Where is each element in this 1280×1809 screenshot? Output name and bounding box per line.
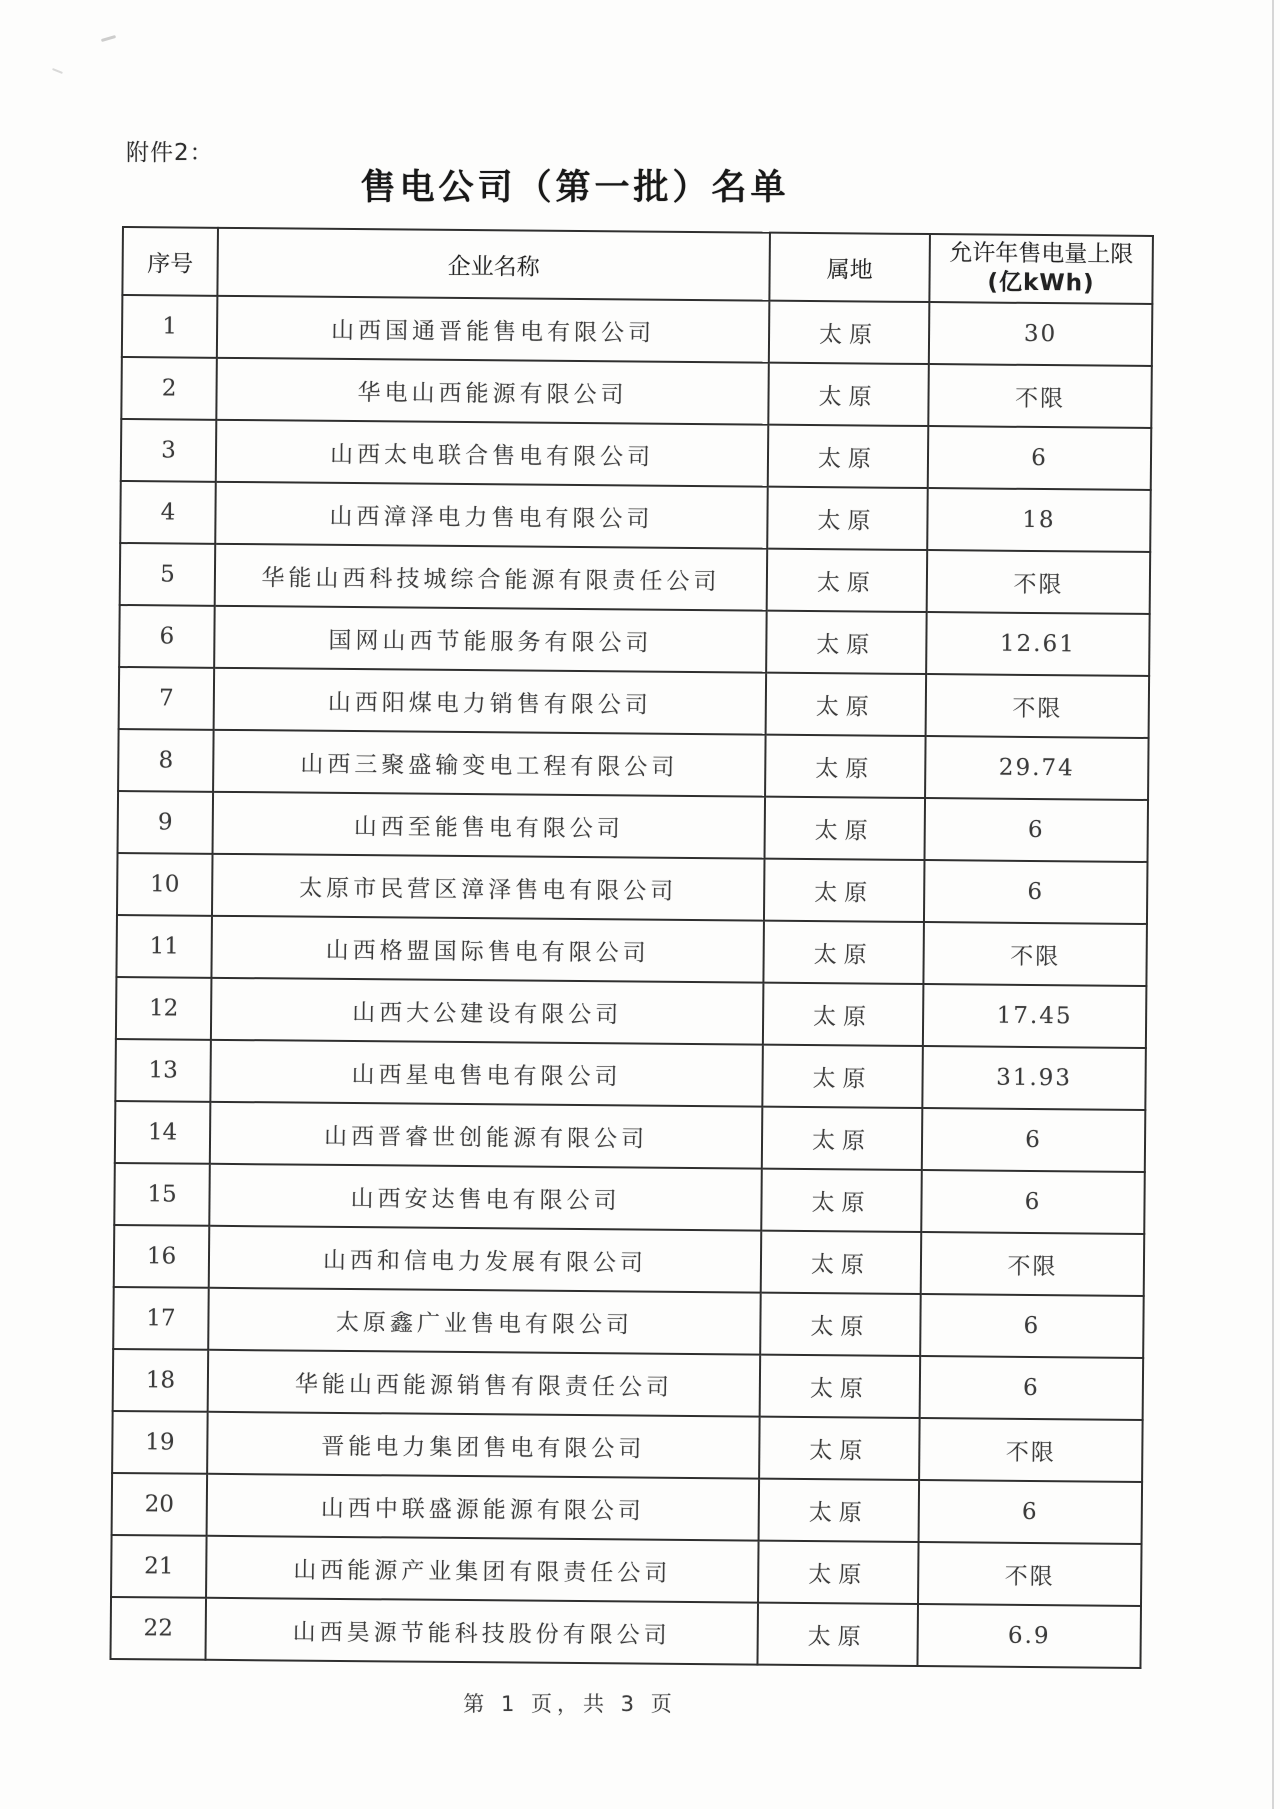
cell-annual-limit: 6: [924, 798, 1148, 862]
cell-serial: 10: [117, 853, 213, 916]
header-annual-limit-unit: (亿kWh): [987, 269, 1095, 297]
cell-serial: 17: [113, 1287, 209, 1350]
cell-annual-limit: 6: [928, 426, 1152, 490]
cell-company-name: 山西三聚盛输变电工程有限公司: [213, 730, 766, 797]
cell-company-name: 山西阳煤电力销售有限公司: [214, 668, 767, 735]
table-row: [115, 1039, 1146, 1110]
cell-location: 太原: [765, 797, 926, 860]
cell-annual-limit: 29.74: [925, 736, 1149, 800]
cell-annual-limit: 18: [927, 488, 1151, 552]
cell-location: 太原: [757, 1603, 918, 1666]
cell-location: 太原: [760, 1355, 921, 1418]
cell-company-name: 山西安达售电有限公司: [209, 1164, 762, 1231]
cell-company-name: 山西国通晋能售电有限公司: [217, 296, 770, 363]
cell-serial: 9: [118, 791, 214, 854]
cell-company-name: 山西中联盛源能源有限公司: [207, 1474, 760, 1541]
cell-location: 太原: [769, 301, 930, 364]
table-row: [114, 1163, 1145, 1234]
scan-artifact-mark: [101, 35, 116, 42]
header-annual-limit-text: 允许年售电量上限: [949, 240, 1134, 269]
scan-edge-line: [1272, 0, 1274, 1809]
cell-serial: 13: [115, 1039, 211, 1102]
cell-company-name: 太原市民营区漳泽售电有限公司: [212, 854, 765, 921]
cell-annual-limit: 不限: [919, 1418, 1143, 1482]
cell-location: 太原: [764, 859, 925, 922]
table-row: [117, 853, 1148, 924]
cell-serial: 8: [118, 729, 214, 792]
cell-company-name: 山西能源产业集团有限责任公司: [206, 1536, 759, 1603]
table-row: [112, 1473, 1143, 1544]
cell-annual-limit: 不限: [923, 922, 1147, 986]
cell-location: 太原: [758, 1541, 919, 1604]
header-company-name: 企业名称: [217, 228, 770, 301]
table-row: [121, 419, 1152, 490]
cell-location: 太原: [761, 1169, 922, 1232]
cell-location: 太原: [763, 921, 924, 984]
cell-serial: 7: [119, 667, 215, 730]
cell-serial: 1: [122, 295, 218, 358]
cell-serial: 6: [119, 605, 215, 668]
cell-annual-limit: 31.93: [922, 1046, 1146, 1110]
table-row: [111, 1535, 1142, 1606]
page-footer: 第 1 页，共 3 页: [463, 1692, 677, 1716]
cell-location: 太原: [768, 363, 929, 426]
cell-annual-limit: 12.61: [926, 612, 1150, 676]
cell-company-name: 晋能电力集团售电有限公司: [207, 1412, 760, 1479]
table-row: [113, 1287, 1144, 1358]
table-row: [113, 1349, 1144, 1420]
table-row: [121, 357, 1152, 428]
table-row: [118, 729, 1149, 800]
table-row: [115, 1101, 1146, 1172]
cell-serial: 3: [121, 419, 217, 482]
cell-location: 太原: [767, 487, 928, 550]
cell-location: 太原: [759, 1417, 920, 1480]
cell-annual-limit: 6: [920, 1356, 1144, 1420]
cell-company-name: 山西大公建设有限公司: [211, 978, 764, 1045]
company-table: [109, 226, 1153, 1669]
cell-serial: 18: [113, 1349, 209, 1412]
page-title: 售电公司（第一批）名单: [360, 168, 790, 208]
table-row: [120, 543, 1151, 614]
cell-company-name: 山西至能售电有限公司: [213, 792, 766, 859]
cell-location: 太原: [759, 1479, 920, 1542]
cell-company-name: 华能山西能源销售有限责任公司: [208, 1350, 761, 1417]
cell-company-name: 山西晋睿世创能源有限公司: [210, 1102, 763, 1169]
cell-location: 太原: [762, 1107, 923, 1170]
table-row: [119, 667, 1150, 738]
table-row: [119, 605, 1150, 676]
cell-serial: 14: [115, 1101, 211, 1164]
cell-serial: 19: [112, 1411, 208, 1474]
table-body: [110, 295, 1152, 1668]
table-row: [120, 481, 1151, 552]
cell-annual-limit: 不限: [926, 674, 1150, 738]
cell-location: 太原: [768, 425, 929, 488]
cell-location: 太原: [761, 1231, 922, 1294]
table-row: [122, 295, 1153, 366]
header-serial: 序号: [122, 227, 218, 296]
cell-company-name: 华能山西科技城综合能源有限责任公司: [215, 544, 768, 611]
table-row: [110, 1597, 1141, 1668]
cell-annual-limit: 6: [922, 1108, 1146, 1172]
cell-company-name: 华电山西能源有限公司: [216, 358, 769, 425]
cell-serial: 20: [112, 1473, 208, 1536]
cell-location: 太原: [763, 983, 924, 1046]
cell-annual-limit: 6: [921, 1170, 1145, 1234]
cell-annual-limit: 不限: [927, 550, 1151, 614]
cell-company-name: 山西和信电力发展有限公司: [209, 1226, 762, 1293]
cell-annual-limit: 17.45: [923, 984, 1147, 1048]
cell-company-name: 山西太电联合售电有限公司: [216, 420, 769, 487]
cell-annual-limit: 6: [924, 860, 1148, 924]
cell-annual-limit: 不限: [921, 1232, 1145, 1296]
cell-company-name: 山西星电售电有限公司: [210, 1040, 763, 1107]
scan-artifact-mark: [52, 68, 63, 74]
cell-annual-limit: 6.9: [917, 1604, 1141, 1668]
cell-company-name: 山西漳泽电力售电有限公司: [215, 482, 768, 549]
cell-location: 太原: [760, 1293, 921, 1356]
table-row: [112, 1411, 1143, 1482]
header-location: 属地: [769, 233, 930, 302]
cell-serial: 21: [111, 1535, 207, 1598]
cell-serial: 22: [110, 1597, 206, 1660]
cell-location: 太原: [767, 549, 928, 612]
cell-company-name: 国网山西节能服务有限公司: [214, 606, 767, 673]
cell-serial: 11: [116, 915, 212, 978]
table-header-row: [122, 227, 1153, 304]
cell-location: 太原: [766, 673, 927, 736]
table-row: [116, 915, 1147, 986]
cell-serial: 4: [120, 481, 216, 544]
cell-annual-limit: 不限: [928, 364, 1152, 428]
table-row: [118, 791, 1149, 862]
header-annual-limit: [929, 234, 1153, 304]
cell-company-name: 山西昊源节能科技股份有限公司: [205, 1598, 758, 1665]
cell-annual-limit: 不限: [918, 1542, 1142, 1606]
cell-annual-limit: 6: [919, 1480, 1143, 1544]
cell-serial: 12: [116, 977, 212, 1040]
cell-company-name: 太原鑫广业售电有限公司: [208, 1288, 761, 1355]
cell-location: 太原: [762, 1045, 923, 1108]
table-row: [114, 1225, 1145, 1296]
cell-serial: 16: [114, 1225, 210, 1288]
cell-annual-limit: 30: [929, 302, 1153, 366]
cell-location: 太原: [766, 611, 927, 674]
cell-serial: 2: [121, 357, 217, 420]
cell-serial: 5: [120, 543, 216, 606]
cell-serial: 15: [114, 1163, 210, 1226]
cell-annual-limit: 6: [920, 1294, 1144, 1358]
table-row: [116, 977, 1147, 1048]
cell-location: 太原: [765, 735, 926, 798]
cell-company-name: 山西格盟国际售电有限公司: [211, 916, 764, 983]
attachment-label: 附件2：: [126, 140, 214, 166]
